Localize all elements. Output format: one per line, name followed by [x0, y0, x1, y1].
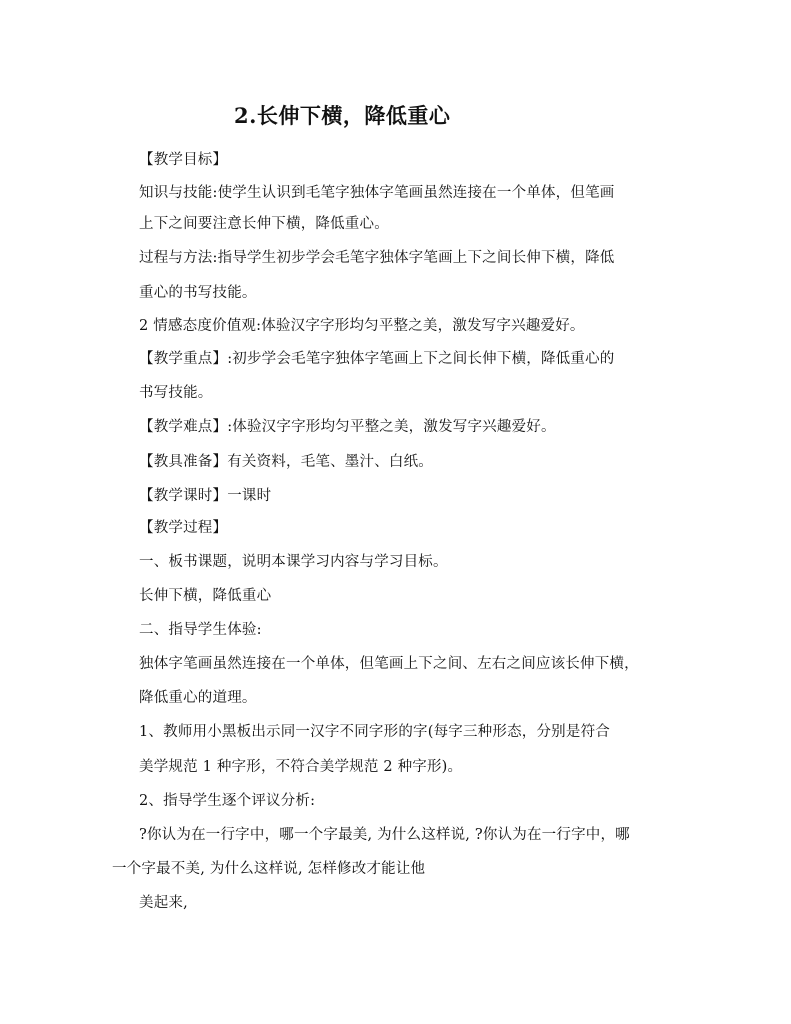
paragraph-line: 一个字最不美, 为什么这样说, 怎样修改才能让他: [112, 861, 426, 877]
paragraph-line: 二、指导学生体验:: [139, 622, 262, 638]
paragraph-line: 书写技能。: [139, 385, 213, 401]
paragraph-line: 美起来,: [139, 895, 188, 911]
section-heading-objectives: 【教学目标】: [139, 152, 228, 168]
paragraph-line: 美学规范 1 种字形，不符合美学规范 2 种字形)。: [139, 759, 463, 775]
paragraph-line: 长伸下横，降低重心: [139, 588, 272, 604]
paragraph-line: 降低重心的道理。: [139, 690, 257, 706]
paragraph-line: 知识与技能:使学生认识到毛笔字独体字笔画虽然连接在一个单体，但笔画: [139, 185, 615, 201]
paragraph-line: 过程与方法:指导学生初步学会毛笔字独体字笔画上下之间长伸下横，降低: [139, 250, 615, 266]
paragraph-line: 2 情感态度价值观:体验汉字字形均匀平整之美，激发写字兴趣爱好。: [139, 318, 585, 334]
paragraph-line: 上下之间要注意长伸下横，降低重心。: [139, 216, 389, 232]
paragraph-line: 重心的书写技能。: [139, 285, 257, 301]
paragraph-line: ?你认为在一行字中，哪一个字最美, 为什么这样说, ?你认为在一行字中，哪: [139, 827, 630, 843]
paragraph-line: 独体字笔画虽然连接在一个单体，但笔画上下之间、左右之间应该长伸下横，: [139, 656, 639, 672]
paragraph-line: 【教学重点】:初步学会毛笔字独体字笔画上下之间长伸下横，降低重心的: [139, 351, 615, 367]
paragraph-line: 【教具准备】有关资料，毛笔、墨汁、白纸。: [139, 454, 433, 470]
paragraph-line: 1、教师用小黑板出示同一汉字不同字形的字(每字三种形态，分别是符合: [139, 724, 610, 740]
document-title: 2.长伸下横，降低重心: [234, 103, 451, 128]
paragraph-line: 【教学难点】:体验汉字字形均匀平整之美，激发写字兴趣爱好。: [139, 419, 556, 435]
section-heading-process: 【教学过程】: [139, 520, 228, 536]
paragraph-line: 一、板书课题，说明本课学习内容与学习目标。: [139, 554, 448, 570]
paragraph-line: 【教学课时】一课时: [139, 488, 272, 504]
paragraph-line: 2、指导学生逐个评议分析:: [139, 793, 316, 809]
